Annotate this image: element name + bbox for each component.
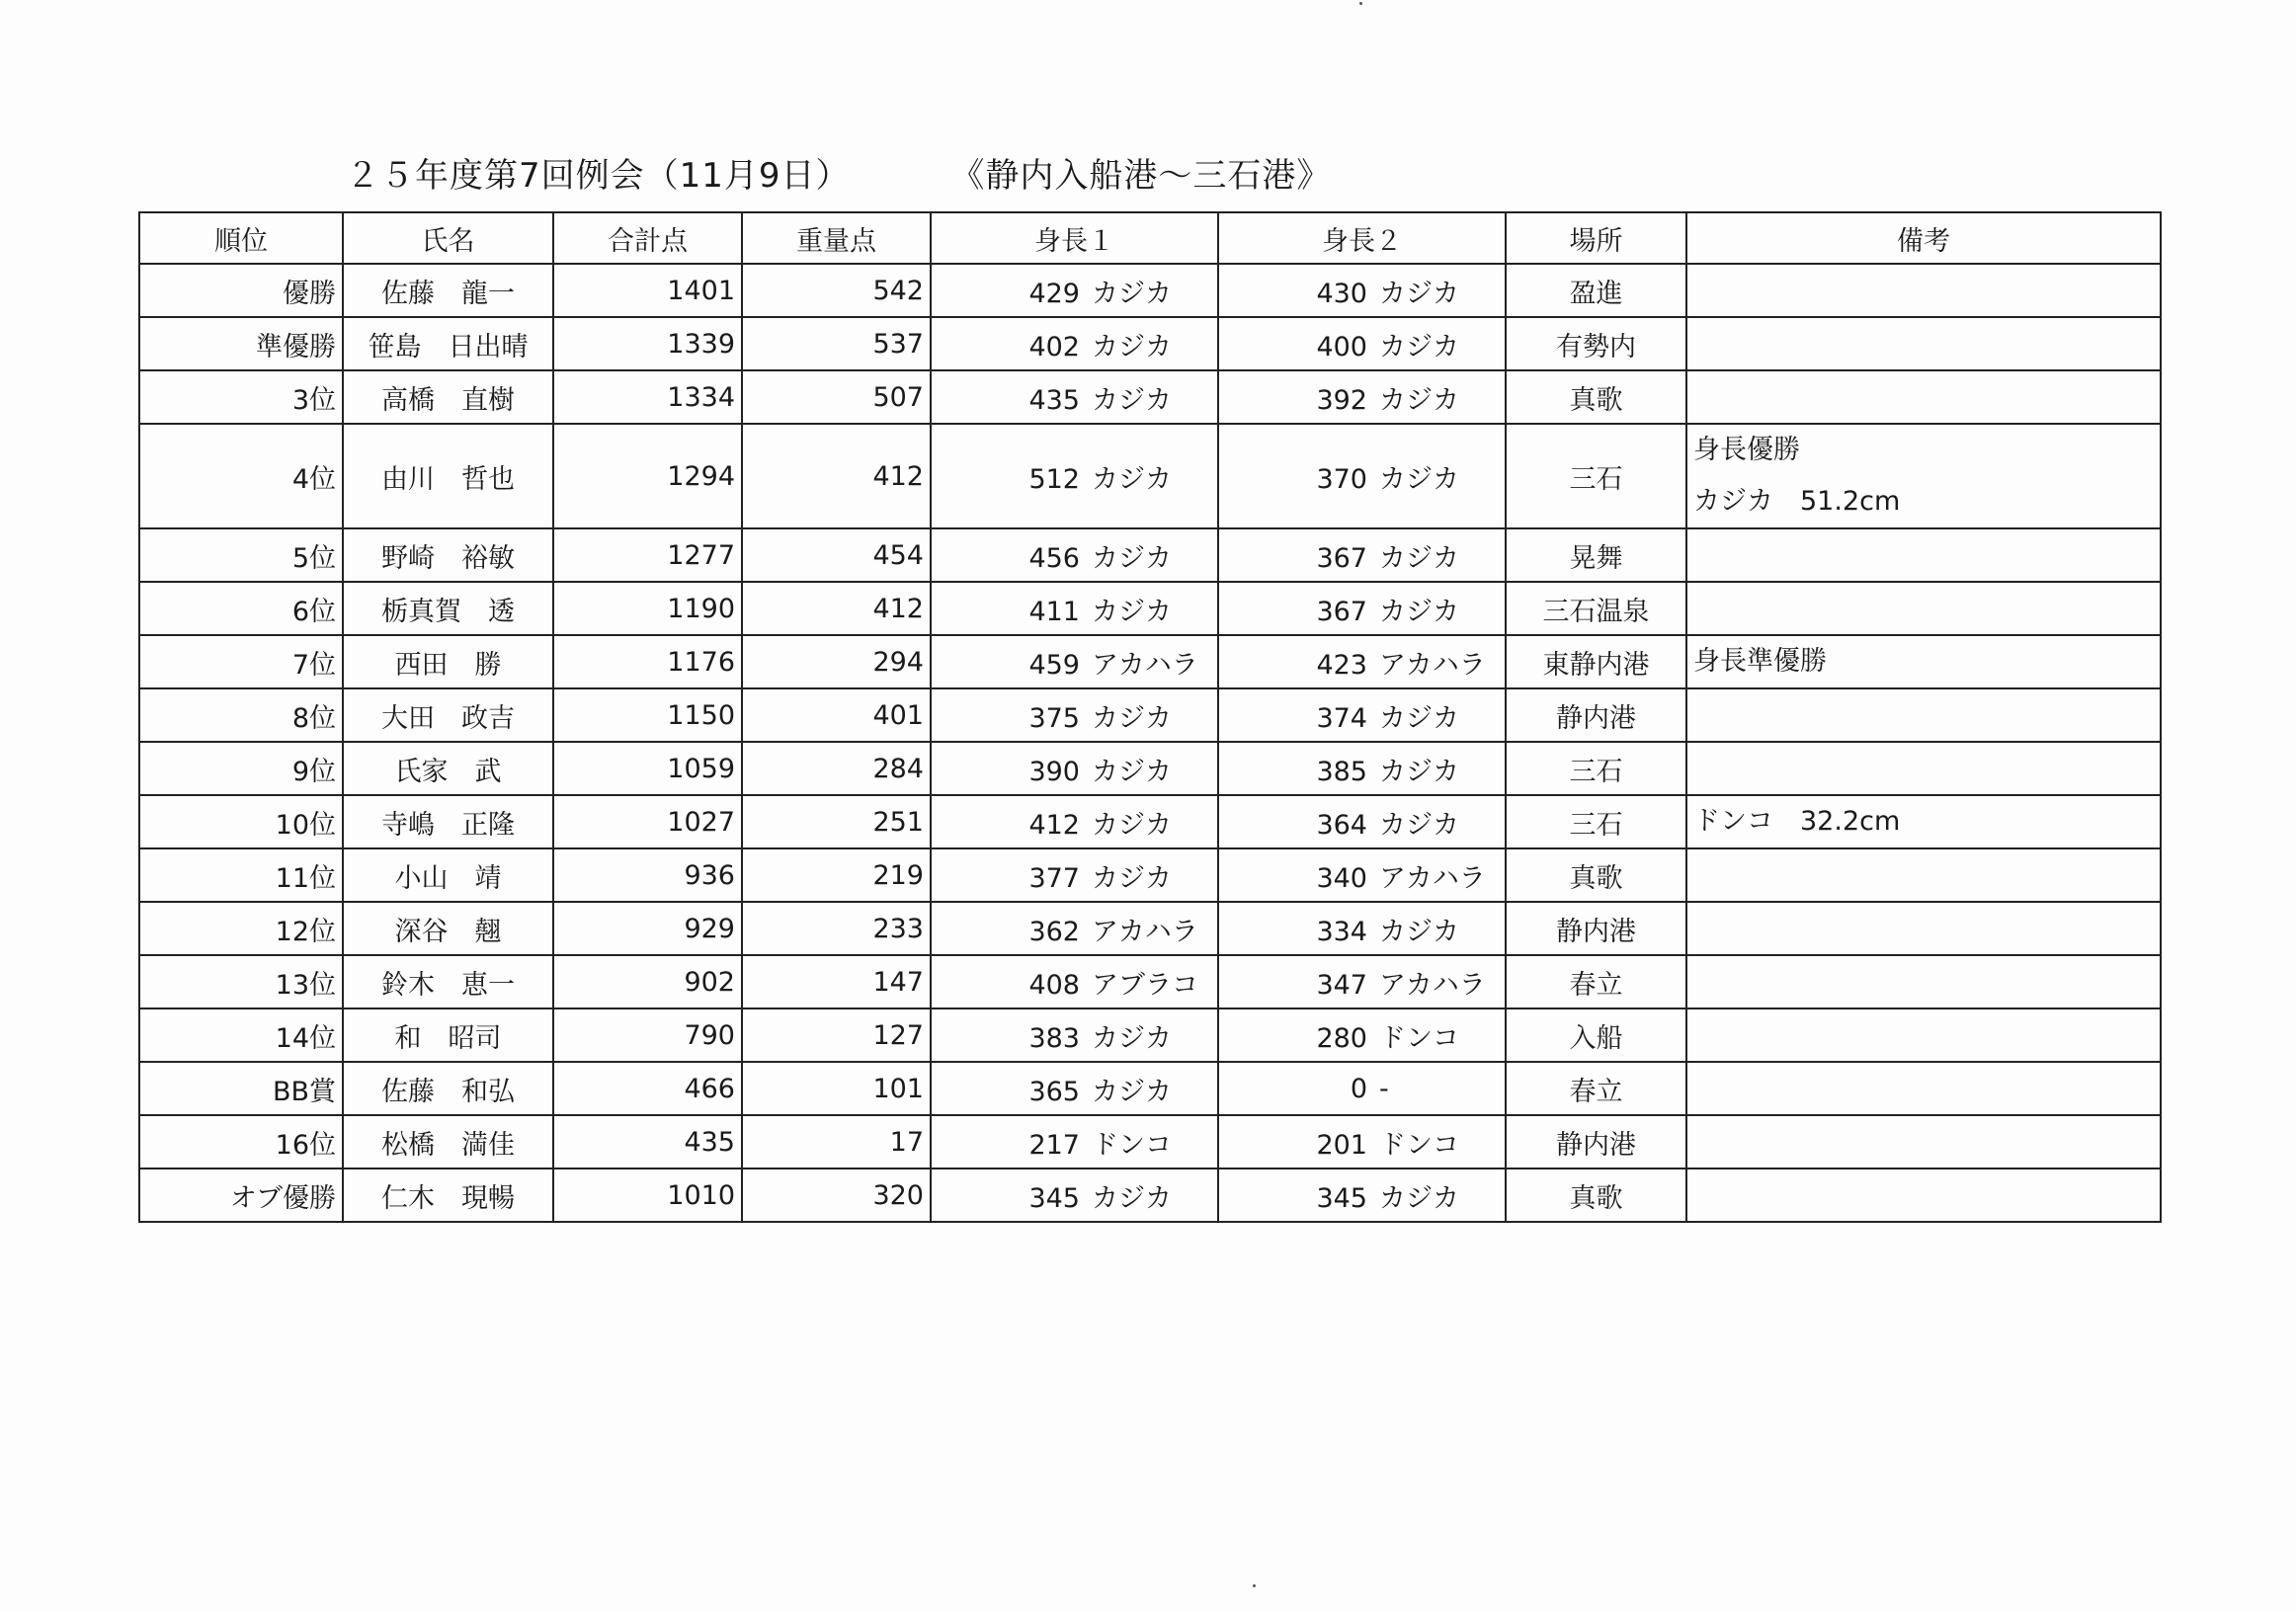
header-rank: 順位 (139, 212, 343, 264)
species1-label: アカハラ (1092, 916, 1198, 947)
species2-label: ドンコ (1379, 1022, 1459, 1054)
rank-cell: 準優勝 (139, 317, 343, 370)
rank-cell: 8位 (139, 688, 343, 742)
header-row (139, 212, 2161, 264)
table-row (139, 848, 2161, 902)
document-title (346, 148, 1331, 197)
length1-value: 375 (1028, 702, 1080, 734)
length1-cell (931, 424, 1218, 528)
remarks-cell (1686, 1008, 2161, 1062)
place-cell: 真歌 (1506, 1169, 1686, 1222)
length2-value: 400 (1316, 331, 1367, 363)
length1-cell (931, 688, 1218, 742)
species2-label: カジカ (1379, 463, 1459, 495)
rank-cell: 12位 (139, 902, 343, 955)
length1-value: 362 (1028, 916, 1080, 947)
remarks-cell (1686, 264, 2161, 317)
species1-label: カジカ (1092, 862, 1172, 894)
length2-cell (1218, 848, 1506, 902)
species1-label: アカハラ (1092, 649, 1198, 681)
species1-label: カジカ (1092, 596, 1172, 627)
species1-label: カジカ (1092, 756, 1172, 787)
remarks-cell (1686, 902, 2161, 955)
table-row (139, 795, 2161, 848)
length2-cell (1218, 955, 1506, 1008)
length1-value: 456 (1028, 542, 1080, 574)
length2-value: 364 (1316, 809, 1367, 841)
remarks-cell (1686, 1115, 2161, 1169)
total-cell: 1401 (553, 264, 742, 317)
length2-value: 385 (1316, 756, 1367, 787)
weight-cell: 251 (742, 795, 931, 848)
place-cell: 晃舞 (1506, 528, 1686, 582)
total-cell: 936 (553, 848, 742, 902)
name-cell: 深谷 翹 (343, 902, 553, 955)
length2-value: 374 (1316, 702, 1367, 734)
table-row (139, 902, 2161, 955)
total-cell: 790 (553, 1008, 742, 1062)
place-cell: 春立 (1506, 955, 1686, 1008)
name-cell: 佐藤 龍一 (343, 264, 553, 317)
total-cell: 1277 (553, 528, 742, 582)
species2-label: カジカ (1379, 542, 1459, 574)
length2-cell (1218, 1008, 1506, 1062)
name-cell: 大田 政吉 (343, 688, 553, 742)
species1-label: ドンコ (1092, 1129, 1172, 1161)
species2-label: カジカ (1379, 278, 1459, 309)
weight-cell: 454 (742, 528, 931, 582)
name-cell: 松橋 満佳 (343, 1115, 553, 1169)
length2-cell (1218, 902, 1506, 955)
length2-cell (1218, 370, 1506, 424)
species1-label: カジカ (1092, 1022, 1172, 1054)
header-length2: 身長２ (1218, 212, 1506, 264)
species2-label: カジカ (1379, 384, 1459, 416)
length1-cell (931, 1008, 1218, 1062)
species2-label: - (1379, 1073, 1389, 1104)
place-cell: 三石 (1506, 424, 1686, 528)
rank-cell: 14位 (139, 1008, 343, 1062)
rank-cell: 6位 (139, 582, 343, 635)
length2-value: 345 (1316, 1182, 1367, 1214)
length2-value: 340 (1316, 862, 1367, 894)
total-cell: 902 (553, 955, 742, 1008)
length1-value: 459 (1028, 649, 1080, 681)
length1-value: 512 (1028, 463, 1080, 495)
length2-cell (1218, 264, 1506, 317)
rank-cell: 16位 (139, 1115, 343, 1169)
name-cell: 和 昭司 (343, 1008, 553, 1062)
species2-label: カジカ (1379, 1182, 1459, 1214)
length2-cell (1218, 795, 1506, 848)
total-cell: 1190 (553, 582, 742, 635)
species2-label: アカハラ (1379, 862, 1486, 894)
length1-cell (931, 795, 1218, 848)
name-cell: 鈴木 恵一 (343, 955, 553, 1008)
length2-cell (1218, 582, 1506, 635)
place-cell: 有勢内 (1506, 317, 1686, 370)
rank-cell: 9位 (139, 742, 343, 795)
length2-cell (1218, 688, 1506, 742)
rank-cell: 10位 (139, 795, 343, 848)
length1-cell (931, 742, 1218, 795)
length1-cell (931, 370, 1218, 424)
table-row (139, 1062, 2161, 1115)
species2-label: カジカ (1379, 331, 1459, 363)
remarks-cell (1686, 955, 2161, 1008)
species2-label: カジカ (1379, 809, 1459, 841)
place-cell: 静内港 (1506, 1115, 1686, 1169)
species1-label: カジカ (1092, 1182, 1172, 1214)
length1-cell (931, 1169, 1218, 1222)
table-row (139, 528, 2161, 582)
length2-value: 201 (1316, 1129, 1367, 1161)
length1-value: 412 (1028, 809, 1080, 841)
remarks-cell (1686, 370, 2161, 424)
name-cell: 栃真賀 透 (343, 582, 553, 635)
scan-speck (1359, 2, 1362, 5)
place-cell: 入船 (1506, 1008, 1686, 1062)
place-cell: 三石温泉 (1506, 582, 1686, 635)
length2-value: 392 (1316, 384, 1367, 416)
length2-value: 423 (1316, 649, 1367, 681)
header-remarks: 備考 (1686, 212, 2161, 264)
weight-cell: 101 (742, 1062, 931, 1115)
total-cell: 435 (553, 1115, 742, 1169)
length1-value: 435 (1028, 384, 1080, 416)
length1-cell (931, 528, 1218, 582)
length1-value: 345 (1028, 1182, 1080, 1214)
length2-cell (1218, 424, 1506, 528)
total-cell: 1150 (553, 688, 742, 742)
remarks-cell (1686, 742, 2161, 795)
species2-label: ドンコ (1379, 1129, 1459, 1161)
weight-cell: 412 (742, 424, 931, 528)
length2-value: 280 (1316, 1022, 1367, 1054)
table-row (139, 424, 2161, 528)
place-cell: 春立 (1506, 1062, 1686, 1115)
place-cell: 盈進 (1506, 264, 1686, 317)
species2-label: アカハラ (1379, 969, 1486, 1001)
remarks-cell (1686, 688, 2161, 742)
species1-label: カジカ (1092, 384, 1172, 416)
total-cell: 1339 (553, 317, 742, 370)
length2-value: 0 (1350, 1073, 1367, 1104)
length1-cell (931, 848, 1218, 902)
weight-cell: 537 (742, 317, 931, 370)
place-cell: 真歌 (1506, 370, 1686, 424)
name-cell: 小山 靖 (343, 848, 553, 902)
length1-value: 408 (1028, 969, 1080, 1001)
weight-cell: 412 (742, 582, 931, 635)
length1-value: 411 (1028, 596, 1080, 627)
table-row (139, 370, 2161, 424)
length1-cell (931, 582, 1218, 635)
remark-line: ドンコ 32.2cm (1693, 806, 1901, 837)
length2-cell (1218, 742, 1506, 795)
species1-label: カジカ (1092, 331, 1172, 363)
table-row (139, 688, 2161, 742)
place-cell: 真歌 (1506, 848, 1686, 902)
species1-label: カジカ (1092, 278, 1172, 309)
species2-label: アカハラ (1379, 649, 1486, 681)
weight-cell: 542 (742, 264, 931, 317)
rank-cell: 優勝 (139, 264, 343, 317)
weight-cell: 284 (742, 742, 931, 795)
rank-cell: 11位 (139, 848, 343, 902)
results-body (139, 264, 2161, 1222)
length2-value: 334 (1316, 916, 1367, 947)
length1-value: 429 (1028, 278, 1080, 309)
species1-label: アブラコ (1092, 969, 1198, 1001)
weight-cell: 401 (742, 688, 931, 742)
length2-cell (1218, 1169, 1506, 1222)
remarks-cell (1686, 528, 2161, 582)
remarks-cell (1686, 848, 2161, 902)
length2-cell (1218, 635, 1506, 688)
header-name: 氏名 (343, 212, 553, 264)
length1-cell (931, 955, 1218, 1008)
results-table (138, 211, 2162, 1223)
length1-value: 217 (1028, 1129, 1080, 1161)
total-cell: 1027 (553, 795, 742, 848)
length1-cell (931, 902, 1218, 955)
rank-cell: 5位 (139, 528, 343, 582)
length1-value: 402 (1028, 331, 1080, 363)
species1-label: カジカ (1092, 542, 1172, 574)
weight-cell: 127 (742, 1008, 931, 1062)
total-cell: 929 (553, 902, 742, 955)
name-cell: 佐藤 和弘 (343, 1062, 553, 1115)
species2-label: カジカ (1379, 596, 1459, 627)
table-row (139, 742, 2161, 795)
remark-line: 身長準優勝 (1693, 646, 1827, 677)
weight-cell: 294 (742, 635, 931, 688)
weight-cell: 147 (742, 955, 931, 1008)
length2-value: 367 (1316, 596, 1367, 627)
place-cell: 三石 (1506, 795, 1686, 848)
place-cell: 静内港 (1506, 688, 1686, 742)
length1-cell (931, 264, 1218, 317)
title-main: ２５年度第7回例会（11月9日） (346, 156, 851, 196)
length2-cell (1218, 317, 1506, 370)
species2-label: カジカ (1379, 756, 1459, 787)
length1-cell (931, 635, 1218, 688)
total-cell: 1334 (553, 370, 742, 424)
species1-label: カジカ (1092, 463, 1172, 495)
rank-cell: BB賞 (139, 1062, 343, 1115)
length1-value: 377 (1028, 862, 1080, 894)
rank-cell: 7位 (139, 635, 343, 688)
header-total: 合計点 (553, 212, 742, 264)
weight-cell: 17 (742, 1115, 931, 1169)
remark-line: 身長優勝 (1693, 435, 1800, 465)
table-row (139, 955, 2161, 1008)
title-route: 《静内入船港～三石港》 (950, 156, 1332, 196)
length1-value: 383 (1028, 1022, 1080, 1054)
table-row (139, 1169, 2161, 1222)
table-row (139, 1115, 2161, 1169)
species1-label: カジカ (1092, 702, 1172, 734)
table-row (139, 317, 2161, 370)
total-cell: 1176 (553, 635, 742, 688)
length1-value: 365 (1028, 1076, 1080, 1107)
total-cell: 1294 (553, 424, 742, 528)
length2-value: 347 (1316, 969, 1367, 1001)
length2-cell (1218, 1062, 1506, 1115)
length2-cell (1218, 528, 1506, 582)
name-cell: 寺嶋 正隆 (343, 795, 553, 848)
header-length1: 身長１ (931, 212, 1218, 264)
weight-cell: 219 (742, 848, 931, 902)
remarks-cell (1686, 317, 2161, 370)
remarks-cell (1686, 1169, 2161, 1222)
name-cell: 野崎 裕敏 (343, 528, 553, 582)
total-cell: 466 (553, 1062, 742, 1115)
remarks-cell (1686, 635, 2161, 688)
remarks-cell (1686, 1062, 2161, 1115)
rank-cell: 13位 (139, 955, 343, 1008)
species2-label: カジカ (1379, 916, 1459, 947)
remarks-cell (1686, 424, 2161, 528)
scan-speck (1253, 1584, 1256, 1587)
name-cell: 仁木 現暢 (343, 1169, 553, 1222)
length2-cell (1218, 1115, 1506, 1169)
length1-cell (931, 1115, 1218, 1169)
weight-cell: 320 (742, 1169, 931, 1222)
total-cell: 1010 (553, 1169, 742, 1222)
rank-cell: 3位 (139, 370, 343, 424)
length2-value: 367 (1316, 542, 1367, 574)
species1-label: カジカ (1092, 1076, 1172, 1107)
name-cell: 氏家 武 (343, 742, 553, 795)
place-cell: 三石 (1506, 742, 1686, 795)
remarks-cell (1686, 795, 2161, 848)
rank-cell: オブ優勝 (139, 1169, 343, 1222)
table-row (139, 264, 2161, 317)
table-row (139, 582, 2161, 635)
total-cell: 1059 (553, 742, 742, 795)
species1-label: カジカ (1092, 809, 1172, 841)
length1-cell (931, 1062, 1218, 1115)
table-row (139, 1008, 2161, 1062)
length2-value: 370 (1316, 463, 1367, 495)
name-cell: 西田 勝 (343, 635, 553, 688)
remarks-cell (1686, 582, 2161, 635)
length1-value: 390 (1028, 756, 1080, 787)
header-place: 場所 (1506, 212, 1686, 264)
remark-line: カジカ 51.2cm (1693, 486, 1901, 517)
name-cell: 由川 哲也 (343, 424, 553, 528)
weight-cell: 233 (742, 902, 931, 955)
rank-cell: 4位 (139, 424, 343, 528)
length1-cell (931, 317, 1218, 370)
name-cell: 高橋 直樹 (343, 370, 553, 424)
length2-value: 430 (1316, 278, 1367, 309)
species2-label: カジカ (1379, 702, 1459, 734)
place-cell: 東静内港 (1506, 635, 1686, 688)
table-row (139, 635, 2161, 688)
weight-cell: 507 (742, 370, 931, 424)
place-cell: 静内港 (1506, 902, 1686, 955)
name-cell: 笹島 日出晴 (343, 317, 553, 370)
header-weight: 重量点 (742, 212, 931, 264)
